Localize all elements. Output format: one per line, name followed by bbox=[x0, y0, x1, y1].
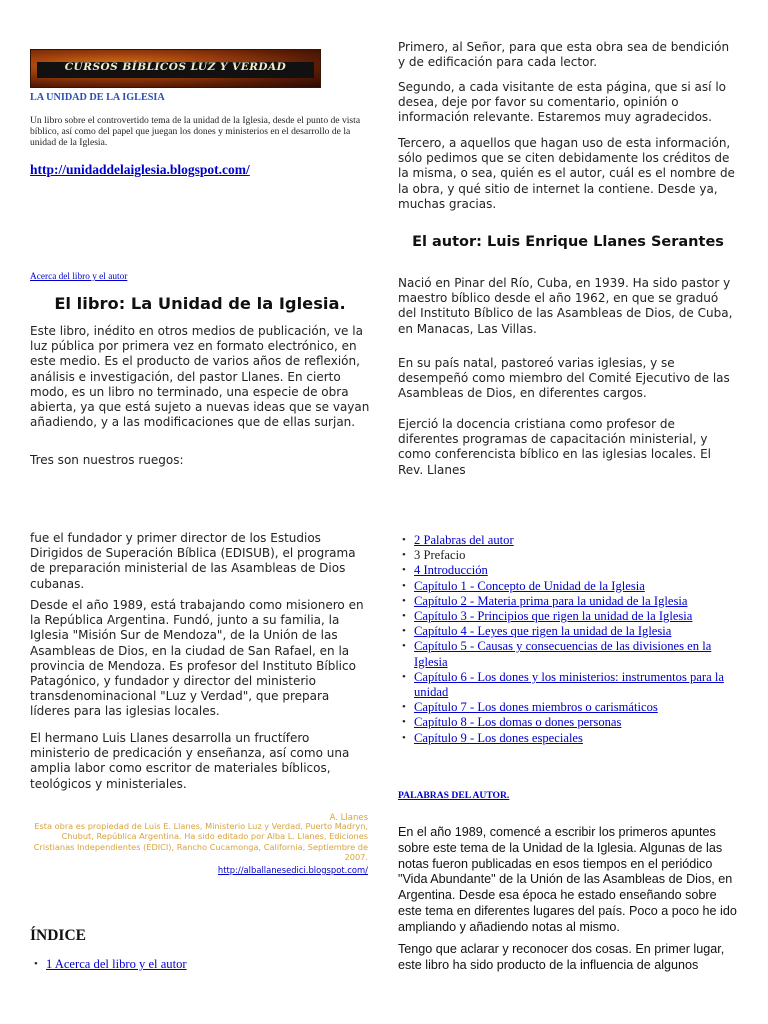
toc-item bbox=[400, 715, 745, 730]
banner-logo bbox=[30, 49, 321, 88]
intro-text: Un libro sobre el controvertido tema de la unidad de la Iglesia, desde el punto de vista bíblico, así como del papel que juegan los dones y ministerios en el desarrollo de la unidad de la Iglesia. bbox=[30, 115, 361, 149]
pastor-paragraph: En su país natal, pastoreó varias iglesias, y se desempeñó como miembro del Comité Ejecutivo de las Asambleas de Dios, en diferentes cargos. bbox=[398, 356, 730, 401]
toc-item bbox=[400, 594, 745, 609]
toc-item bbox=[400, 639, 745, 669]
ruego-third: Tercero, a aquellos que hagan uso de esta información, sólo pedimos que se citen debidamente los créditos de la misma, o sea, quién es el autor, cuál es el nombre de la obra, y qué sitio de internet la contiene. Desde ya, muchas gracias. bbox=[398, 136, 735, 211]
toc-item bbox=[400, 609, 745, 624]
book-paragraph: Este libro, inédito en otros medios de publicación, ve la luz pública por primera vez en formato electrónico, en este medio. Es el producto de varios años de reflexión, análisis e investigación, del pastor Llanes. En cierto modo, es un libro no terminado, una especie de obra abierta, ya que está sujeto a nuevas ideas que se vayan añadiendo, y a las modificaciones que de ellas surjan. bbox=[30, 324, 370, 430]
index-list bbox=[32, 957, 372, 972]
toc-link[interactable]: 4 Introducción bbox=[414, 563, 488, 578]
toc-link[interactable]: Capítulo 6 - Los dones y los ministerios: instrumentos para la unidad bbox=[414, 669, 724, 700]
ruego-second: Segundo, a cada visitante de esta página, que si así lo desea, deje por favor su comentario, opinión o información relevante. Estaremos muy agradecidos. bbox=[398, 80, 726, 125]
toc-link[interactable]: Capítulo 5 - Causas y consecuencias de las divisiones en la Iglesia bbox=[414, 639, 712, 669]
palabras-heading[interactable]: PALABRAS DEL AUTOR. bbox=[398, 790, 510, 801]
toc-link[interactable]: Capítulo 8 - Los domas o dones personas bbox=[414, 715, 622, 730]
list-item bbox=[32, 957, 372, 972]
mission-paragraph: Desde el año 1989, está trabajando como misionero en la República Argentina. Fundó, junto a su familia, la Iglesia "Misión Sur de Mendoza", de la Unión de las Asambleas de Dios, en la ciudad de San Rafael, en la provincia de Mendoza. Es profesor del Instituto Bíblico Patagónico, y fundador y director del ministerio transdenominacional "Luz y Verdad", que prepara líderes para las iglesias locales. bbox=[30, 598, 364, 719]
toc-item bbox=[400, 579, 745, 594]
ruego-first: Primero, al Señor, para que esta obra sea de bendición y de edificación para cada lector. bbox=[398, 40, 730, 70]
toc-list bbox=[400, 533, 745, 746]
born-paragraph: Nació en Pinar del Río, Cuba, en 1939. Ha sido pastor y maestro bíblico desde el año 1962, en que se graduó del Instituto Bíblico de las Asambleas de Dios, de Cuba, en Manacas, Las Villas. bbox=[398, 276, 733, 336]
toc-item bbox=[400, 548, 745, 563]
toc-item bbox=[400, 563, 745, 578]
palabras-paragraph-1: En el año 1989, comencé a escribir los primeros apuntes sobre este tema de la Unidad de la Iglesia. Algunas de las notas fueron publicadas en esos tiempos en el periódico "Vida Abundante" de la Unión de las Asambleas de Dios, en Argentina. Desde esa época he estado enseñando sobre este tema en diferentes lugares del país. Poco a poco he ido ampliando y añadiendo notas al mismo. bbox=[398, 825, 737, 934]
toc-link[interactable]: Capítulo 2 - Materia prima para la unidad de la Iglesia bbox=[414, 593, 688, 608]
palabras-paragraph-2: Tengo que aclarar y reconocer dos cosas. En primer lugar, este libro ha sido producto de la influencia de algunos bbox=[398, 942, 725, 972]
index-title: ÍNDICE bbox=[30, 927, 86, 944]
toc-link[interactable]: 2 Palabras del autor bbox=[414, 533, 514, 547]
ruegos-text: Tres son nuestros ruegos: bbox=[30, 453, 184, 467]
toc-link[interactable]: Capítulo 9 - Los dones especiales bbox=[414, 730, 583, 745]
toc-item bbox=[400, 533, 745, 548]
toc-item bbox=[400, 624, 745, 639]
author-title: El autor: Luis Enrique Llanes Serantes bbox=[412, 234, 724, 250]
toc-link[interactable]: Capítulo 7 - Los dones miembros o carismáticos bbox=[414, 700, 658, 715]
book-title: El libro: La Unidad de la Iglesia. bbox=[54, 294, 346, 313]
toc-link[interactable]: Capítulo 3 - Principios que rigen la unidad de la Iglesia bbox=[414, 609, 693, 624]
signature: A. Llanes bbox=[329, 813, 368, 823]
ministry-paragraph: El hermano Luis Llanes desarrolla un fructífero ministerio de predicación y enseñanza, así como una amplia labor como escritor de materiales bíblicos, teológicos y ministeriales. bbox=[30, 731, 350, 791]
index-link-1[interactable]: 1 Acerca del libro y el autor bbox=[46, 957, 187, 971]
toc-item bbox=[400, 700, 745, 715]
toc-text: 3 Prefacio bbox=[414, 548, 466, 563]
credit-text: Esta obra es propiedad de Luis E. Llanes, Ministerio Luz y Verdad, Puerto Madryn, Chubut, República Argentina. Ha sido editado por Alba L. Llanes, Ediciones Cristianas Independientes (EDICI), Rancho Cucamonga, California, Septiembre de 2007. bbox=[33, 821, 368, 863]
founder-paragraph: fue el fundador y primer director de los Estudios Dirigidos de Superación Bíblica (EDISUB), el programa de preparación ministerial de las Asambleas de Dios cubanas. bbox=[30, 531, 356, 591]
banner-text: CURSOS BÍBLICOS LUZ Y VERDAD bbox=[64, 61, 287, 73]
toc-link[interactable]: Capítulo 1 - Concepto de Unidad de la Iglesia bbox=[414, 578, 645, 593]
toc-link[interactable]: Capítulo 4 - Leyes que rigen la unidad de la Iglesia bbox=[414, 624, 672, 639]
blog-link[interactable]: http://unidaddelaiglesia.blogspot.com/ bbox=[30, 162, 250, 177]
page-heading: LA UNIDAD DE LA IGLESIA bbox=[30, 92, 165, 103]
about-link[interactable]: Acerca del libro y el autor bbox=[30, 272, 128, 282]
toc-item bbox=[400, 731, 745, 746]
toc-item bbox=[400, 670, 745, 700]
teach-paragraph: Ejerció la docencia cristiana como profesor de diferentes programas de capacitación ministerial, y como conferencista bíblico en las iglesias locales. El Rev. Llanes bbox=[398, 417, 712, 477]
credit-link[interactable]: http://alballanesedici.blogspot.com/ bbox=[217, 865, 368, 875]
